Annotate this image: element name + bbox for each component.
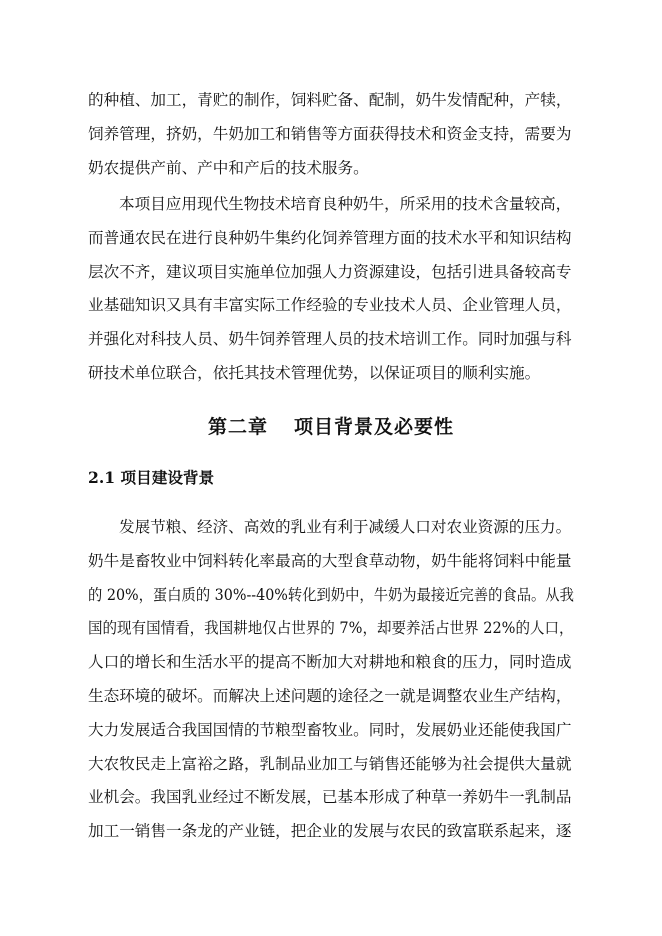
text-line: 并强化对科技人员、奶牛饲养管理人员的技术培训工作。同时加强与科 [88, 330, 572, 349]
text-line: 饲养管理，挤奶，牛奶加工和销售等方面获得技术和资金支持，需要为 [88, 124, 572, 143]
text-line: 研技术单位联合，依托其技术管理优势，以保证项目的顺利实施。 [88, 363, 541, 382]
text-line: 的 20%，蛋白质的 30%--40%转化到奶中，牛奶为最接近完善的食品。从我 [88, 585, 574, 604]
section-heading: 2.1 项目建设背景 [88, 468, 215, 487]
text-line: 业机会。我国乳业经过不断发展，已基本形成了种草一养奶牛一乳制品 [88, 788, 572, 807]
text-line: 大农牧民走上富裕之路，乳制品业加工与销售还能够为社会提供大量就 [88, 754, 572, 773]
paragraph-technical-support [88, 188, 574, 391]
paragraph-continued [88, 84, 574, 185]
chapter-heading [0, 412, 662, 439]
paragraph-background [88, 511, 574, 849]
text-line: 奶农提供产前、产中和产后的技术服务。 [88, 158, 369, 177]
text-line: 国的现有国情看，我国耕地仅占世界的 7%，却要养活占世界 22%的人口， [88, 619, 574, 638]
text-line: 的种植、加工，青贮的制作，饲料贮备、配制，奶牛发情配种，产犊， [88, 91, 572, 109]
text-line: 奶牛是畜牧业中饲料转化率最高的大型食草动物，奶牛能将饲料中能量 [88, 551, 572, 570]
text-line: 本项目应用现代生物技术培育良种奶牛，所采用的技术含量较高， [119, 195, 572, 213]
text-line: 生态环境的破坏。而解决上述问题的途径之一就是调整农业生产结构， [88, 686, 572, 705]
text-line: 发展节粮、经济、高效的乳业有利于减缓人口对农业资源的压力。 [119, 518, 572, 536]
text-line: 而普通农民在进行良种奶牛集约化饲养管理方面的技术水平和知识结构 [88, 228, 572, 247]
text-line: 大力发展适合我国国情的节粮型畜牧业。同时，发展奶业还能使我国广 [88, 720, 572, 739]
text-line: 层次不齐，建议项目实施单位加强人力资源建设，包括引进具备较高专 [88, 262, 572, 281]
chapter-title: 项目背景及必要性 [294, 416, 455, 438]
text-line: 人口的增长和生活水平的提高不断加大对耕地和粮食的压力，同时造成 [88, 653, 572, 672]
chapter-number: 第二章 [207, 416, 268, 438]
text-line: 加工一销售一条龙的产业链，把企业的发展与农民的致富联系起来，逐 [88, 822, 572, 841]
text-line: 业基础知识又具有丰富实际工作经验的专业技术人员、企业管理人员， [88, 296, 572, 315]
